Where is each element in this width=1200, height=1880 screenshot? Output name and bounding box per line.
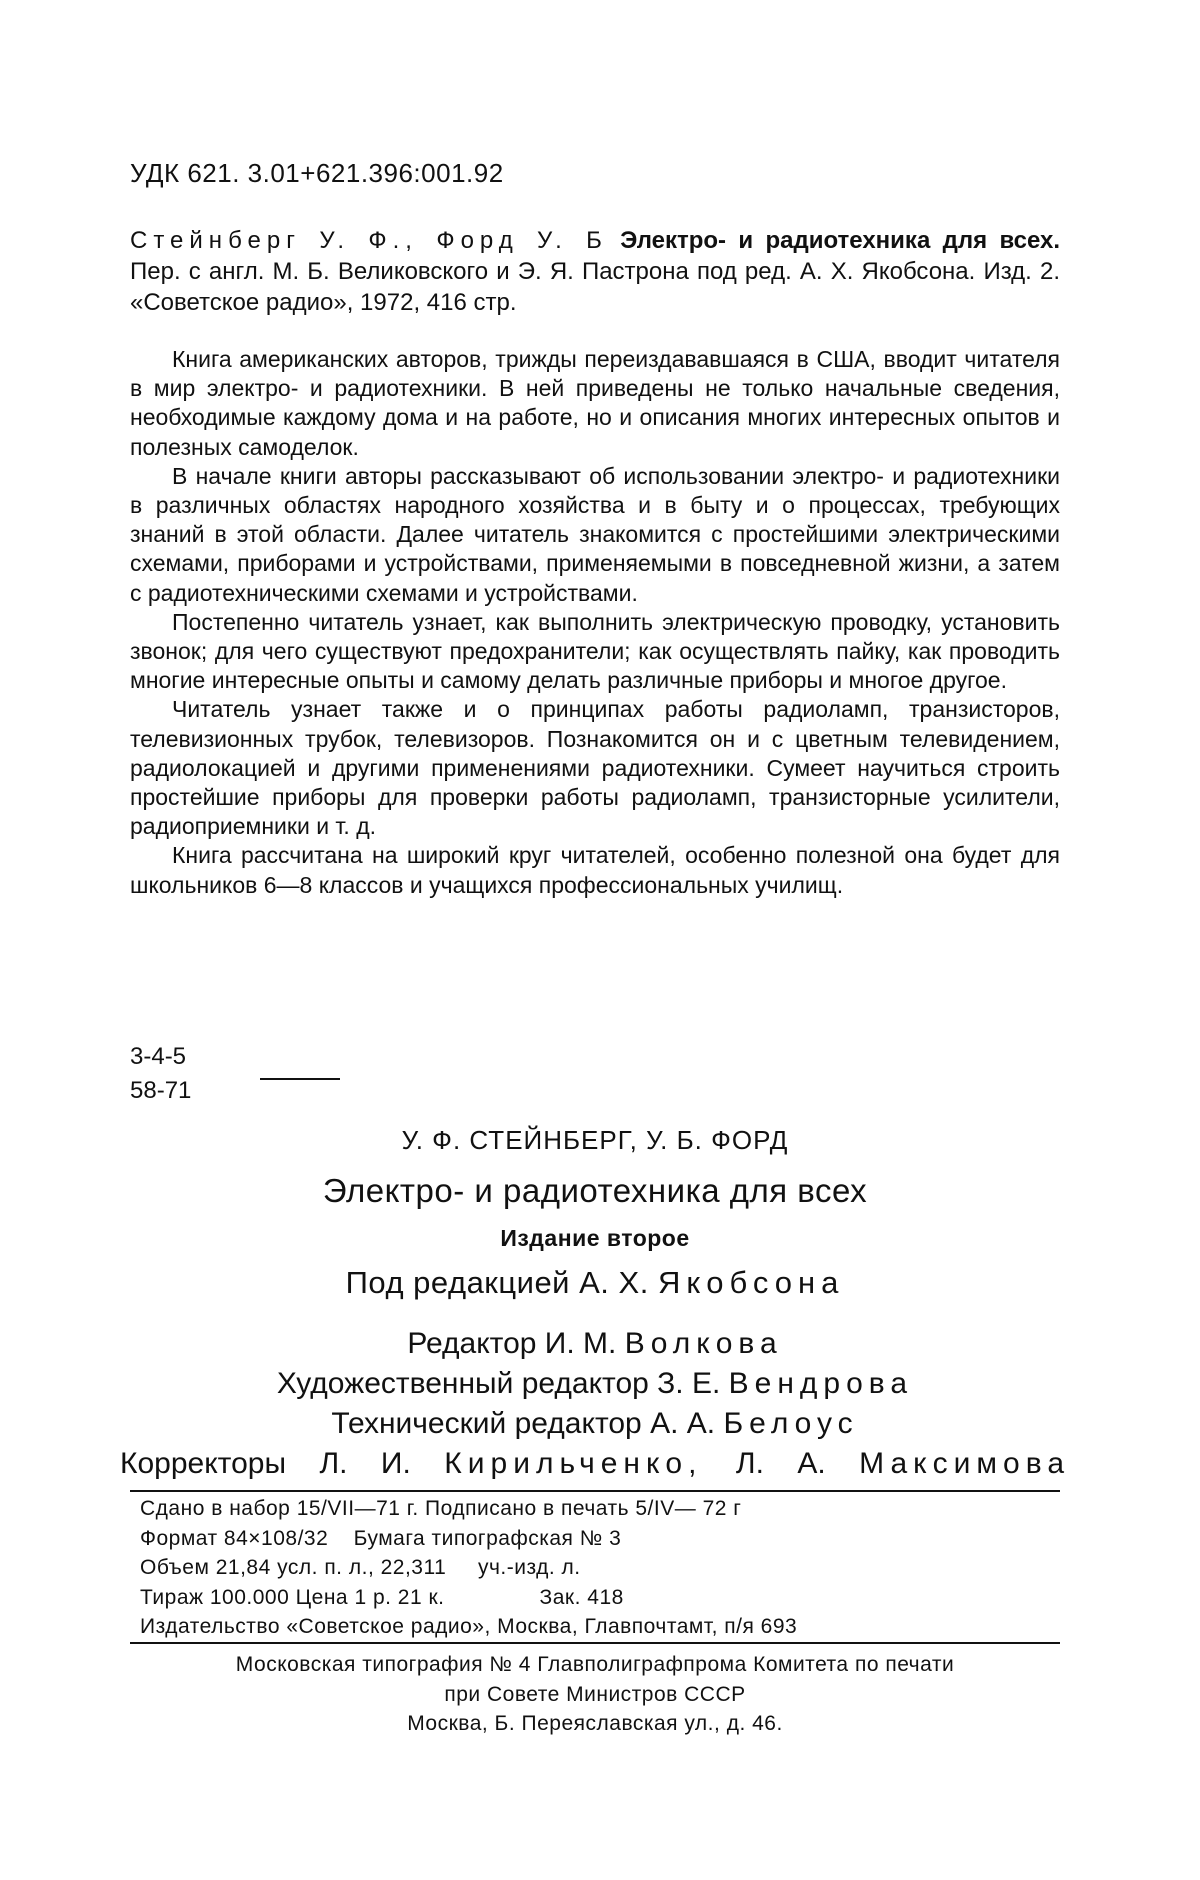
tech-editor-line [120, 1404, 1070, 1444]
imprint-block [140, 1494, 1060, 1642]
art-editor-label: Художественный редактор З. Е. [277, 1367, 720, 1400]
imprint-line: Объем 21,84 усл. п. л., 22,311 уч.-изд. л. [140, 1553, 1060, 1583]
code-numerator: 3-4-5 [130, 1042, 191, 1074]
art-editor-line [120, 1364, 1070, 1404]
biblio-title: Электро- и радиотехника для всех. [620, 227, 1060, 254]
code-fraction-line [260, 1078, 340, 1080]
corrector-name-1: Кирильченко, [444, 1447, 702, 1480]
editor-name: Волкова [625, 1327, 783, 1360]
abstract-paragraph: В начале книги авторы рассказывают об использовании электро- и радиотехники в различных областях народного хозяйства и в быту и о процессах, требующих знаний в этой области. Далее читатель знакомится с простейшими электрическими схемами, приборами и устройствами, применяемыми в повседневной жизни, а затем с радиотехническими схемами и устройствами. [130, 462, 1060, 608]
correctors-label: Корректоры Л. И. [120, 1447, 411, 1480]
abstract-paragraph: Читатель узнает также и о принципах работы радиоламп, транзисторов, телевизионных трубок, телевизоров. Познакомится он и с цветным телевидением, радиолокацией и другими применениями радиотехники. Сумеет научиться строить простейшие приборы для проверки работы радиоламп, транзисторные усилители, радиоприемники и т. д. [130, 695, 1060, 841]
divider [130, 1490, 1060, 1492]
tech-editor-label: Технический редактор А. А. [331, 1407, 715, 1440]
classification-code [130, 1042, 191, 1106]
printer-line: Московская типография № 4 Главполиграфпрома Комитета по печати [130, 1650, 1060, 1680]
imprint-line: Формат 84×108/32 Бумага типографская № 3 [140, 1524, 1060, 1554]
book-title: Электро- и радиотехника для всех [130, 1172, 1060, 1210]
printer-line: Москва, Б. Переяславская ул., д. 46. [130, 1709, 1060, 1739]
abstract-paragraph: Книга рассчитана на широкий круг читателей, особенно полезной она будет для школьников 6—8 классов и учащихся профессиональных училищ. [130, 841, 1060, 899]
divider [130, 1642, 1060, 1644]
authors-heading: У. Ф. СТЕЙНБЕРГ, У. Б. ФОРД [130, 1125, 1060, 1156]
book-page [0, 0, 1200, 1880]
tech-editor-name: Белоус [723, 1407, 858, 1440]
correctors-line [120, 1444, 1070, 1484]
bibliographic-entry [130, 225, 1060, 318]
editor-label: Редактор И. М. [407, 1327, 616, 1360]
abstract-paragraph: Постепенно читатель узнает, как выполнить электрическую проводку, установить звонок; для чего существуют предохранители; как осуществлять пайку, как проводить многие интересные опыты и самому делать различные приборы и многое другое. [130, 608, 1060, 696]
imprint-line: Сдано в набор 15/VII—71 г. Подписано в печать 5/IV— 72 г [140, 1494, 1060, 1524]
editor-line [120, 1324, 1070, 1364]
edition-label: Издание второе [130, 1225, 1060, 1252]
edited-by [130, 1265, 1060, 1301]
biblio-details: Пер. с англ. М. Б. Великовского и Э. Я. Пастрона под ред. А. Х. Якобсона. Изд. 2. «Советское радио», 1972, 416 стр. [130, 258, 1060, 316]
printer-line: при Совете Министров СССР [130, 1680, 1060, 1710]
edited-by-name: Якобсона [658, 1265, 844, 1300]
art-editor-name: Вендрова [729, 1367, 913, 1400]
corrector-initials-2: Л. А. [736, 1447, 826, 1480]
printer-info [130, 1650, 1060, 1739]
biblio-authors: Стейнберг У. Ф., Форд У. Б [130, 227, 608, 254]
code-denominator: 58-71 [130, 1076, 191, 1106]
imprint-line: Тираж 100.000 Цена 1 р. 21 к. Зак. 418 [140, 1583, 1060, 1613]
udk-code: УДК 621. 3.01+621.396:001.92 [130, 158, 504, 189]
abstract [130, 345, 1060, 900]
corrector-name-2: Максимова [859, 1447, 1070, 1480]
edited-by-prefix: Под редакцией А. Х. [346, 1265, 649, 1300]
imprint-line: Издательство «Советское радио», Москва, Главпочтамт, п/я 693 [140, 1612, 1060, 1642]
abstract-paragraph: Книга американских авторов, трижды переиздававшаяся в США, вводит читателя в мир электро- и радиотехники. В ней приведены не только начальные сведения, необходимые каждому дома и на работе, но и описания многих интересных опытов и полезных самоделок. [130, 345, 1060, 462]
